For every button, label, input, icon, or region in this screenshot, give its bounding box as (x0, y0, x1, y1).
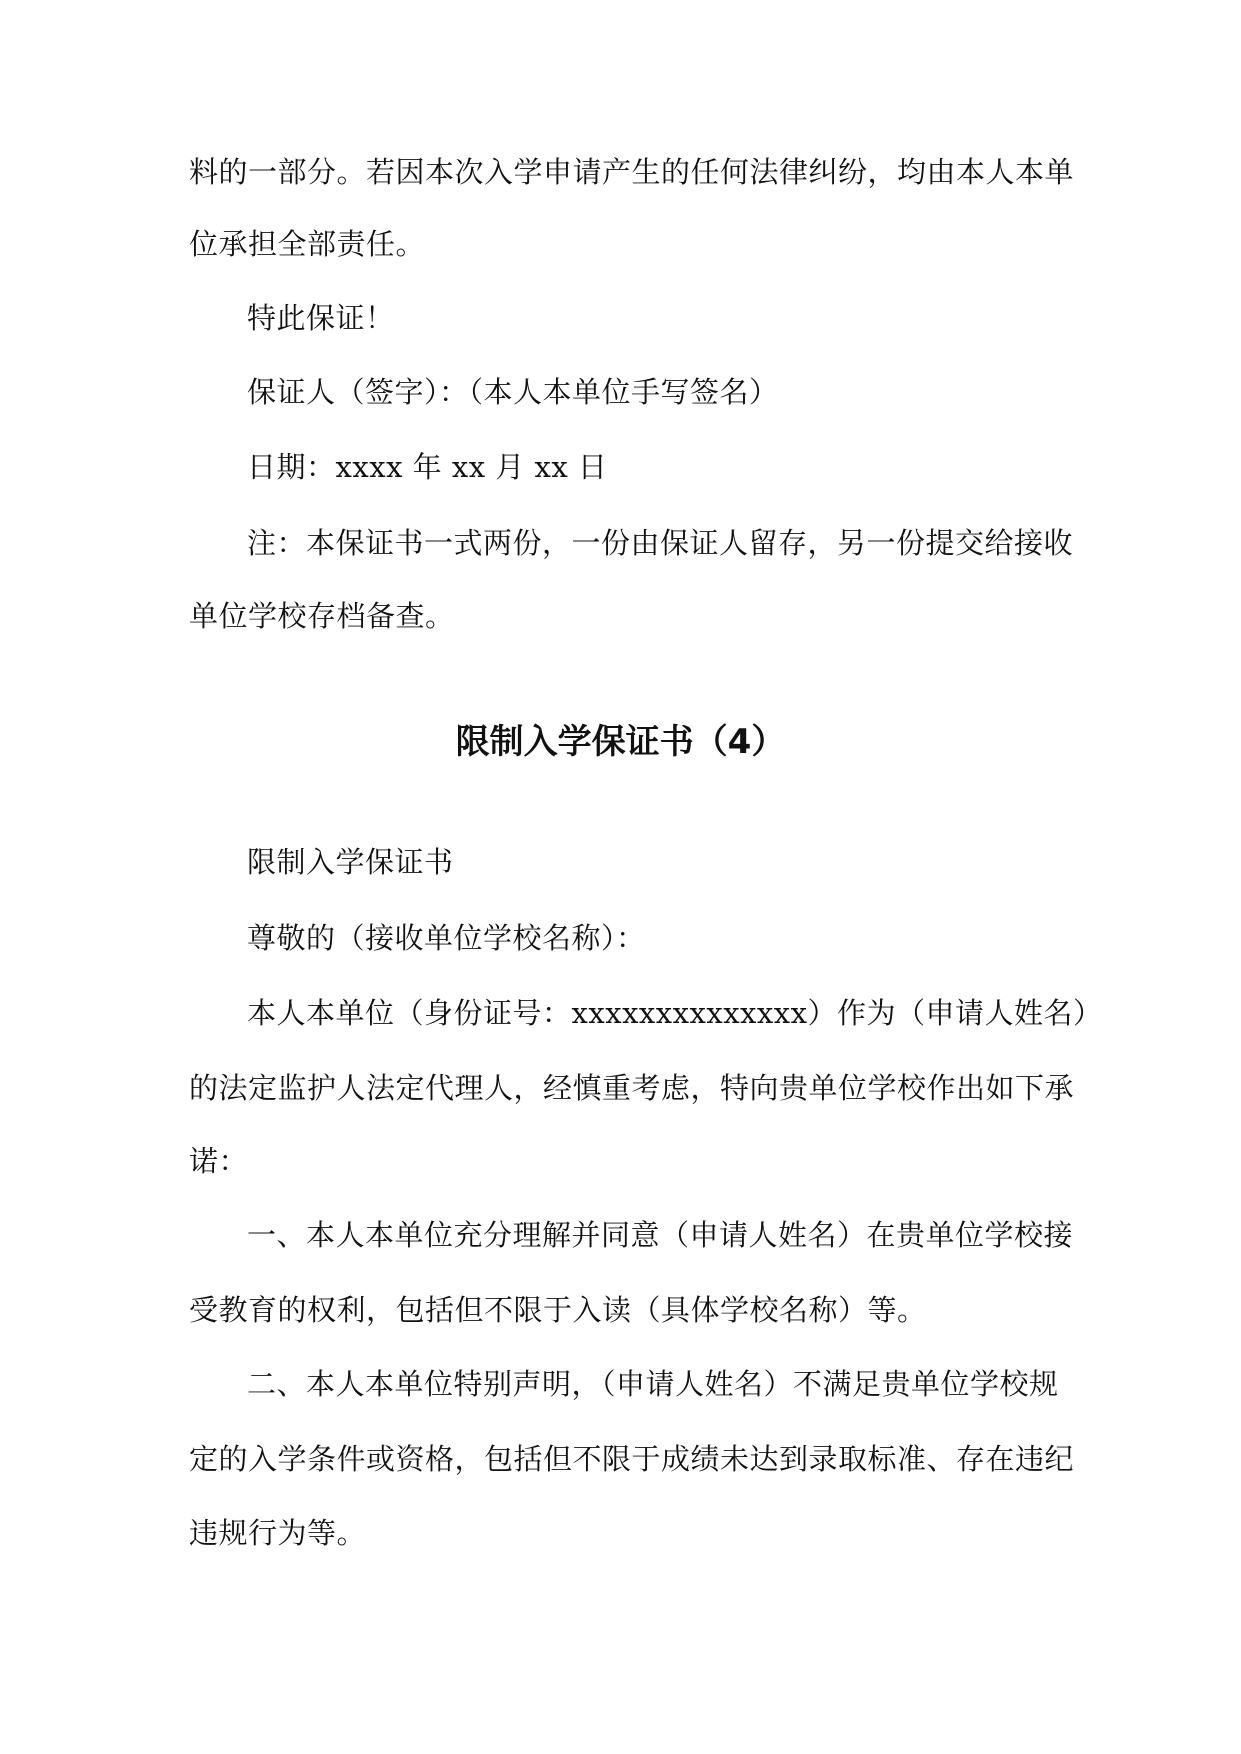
note-line: 单位学校存档备查。 (189, 599, 455, 633)
paragraph-line: 位承担全部责任。 (189, 227, 426, 261)
closing-statement: 特此保证！ (247, 301, 395, 335)
salutation: 尊敬的（接收单位学校名称）： (247, 921, 646, 955)
paragraph-line: 诺： (189, 1144, 249, 1178)
document-name: 限制入学保证书 (247, 845, 454, 879)
signature-line: 保证人（签字）：（本人本单位手写签名） (247, 375, 779, 409)
item-line: 定的入学条件或资格，包括但不限于成绩未达到录取标准、存在违纪 (189, 1442, 1075, 1476)
item-line: 一、本人本单位充分理解并同意（申请人姓名）在贵单位学校接 (247, 1218, 1074, 1252)
item-line: 受教育的权利，包括但不限于入读（具体学校名称）等。 (189, 1293, 927, 1327)
item-line: 违规行为等。 (189, 1516, 367, 1550)
date-line: 日期：xxxx 年 xx 月 xx 日 (247, 450, 608, 484)
paragraph-line: 料的一部分。若因本次入学申请产生的任何法律纠纷，均由本人本单 (189, 155, 1075, 189)
section-title: 限制入学保证书（4） (455, 722, 786, 762)
item-line: 二、本人本单位特别声明，（申请人姓名）不满足贵单位学校规 (247, 1367, 1059, 1401)
note-line: 注：本保证书一式两份，一份由保证人留存，另一份提交给接收 (247, 526, 1074, 560)
paragraph-line: 的法定监护人法定代理人，经慎重考虑，特向贵单位学校作出如下承 (189, 1071, 1075, 1105)
paragraph-line: 本人本单位（身份证号：xxxxxxxxxxxxxx）作为（申请人姓名） (247, 996, 1103, 1030)
